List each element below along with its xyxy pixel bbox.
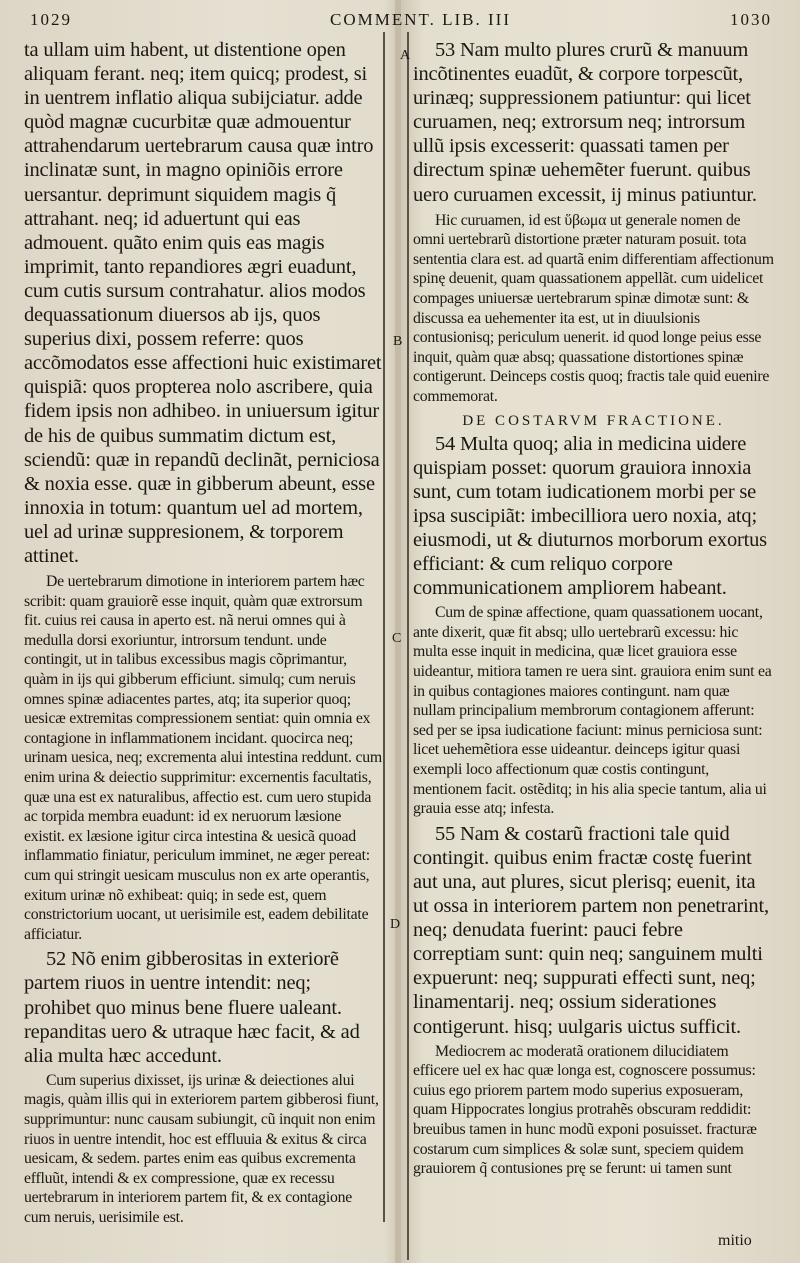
left-paragraph-2: De uertebrarum dimotione in interiorem partem hæc scribit: quam grauiorẽ esse inquit, quàm quæ extrorsum fit. cuius rei causa in aperto est. nã nerui omnes qui à medulla dorsi exoriuntur, introrsum tendunt. unde contingit, ut in talibus excessibus magis cõprimantur, quàm in ijs qui gibberum efficiunt. simulq; cum neruis omnes spinæ adiacentes partes, atq; ita superior quoq; uesicæ extremitas compressionem sentiat: quin omnia ex contagione in inflammationem incidant. quocirca neq; urinam uesica, neq; excrementa alui intestina reddunt. cum enim urina & deiectio supprimitur: excernentis facultatis, quæ una est ex naturalibus, affectio est. cum uero stupida ac torpida membra euadunt: id ex neruorum læsione existit. ex læsione igitur circa intestina & uesicã quoad inflammatio finiatur, periculum imminet, ne æger pereat: cum qui stringit uesicam musculus non ex arte operantis, exitum urinæ nõ exhibeat: quiq; in sede est, quem constrictorium uocant, ut uerisimile est, eadem debilitate afficiatur. <box>24 573 382 943</box>
left-column <box>24 38 382 1250</box>
catchword: mitio <box>718 1232 752 1249</box>
margin-letter-a: A <box>400 48 411 63</box>
margin-letter-b: B <box>393 334 403 349</box>
right-paragraph-3: 54 Multa quoq; alia in medicina uidere quispiam posset: quorum grauiora innoxia sunt, cum totam iudicationem morbi per se ipsa suscipiãt: imbecilliora uero noxia, atq; eiusmodi, ut & diuturnos morborum exortus efficiant: & cum reliquo corpore communicationem ampliorem habeant. <box>413 432 767 600</box>
section-heading: DE COSTARVM FRACTIONE. <box>462 412 725 429</box>
left-page-number: 1029 <box>30 10 72 29</box>
left-paragraph-1: ta ullam uim habent, ut distentione open aliquam ferant. neq; item quicq; prodest, si in uentrem inflatio aliqua subijciatur. adde quòd magnæ cucurbitæ quæ admouentur attrahendarum uertebrarum causa quæ intro inclinatæ sunt, in magno opiniõis errore uersantur. deprimunt siquidem magis q̃ attrahant. neq; id aduertunt qui eas admouent. quãto enim quis eas magis imprimit, tanto repandiores ægri euadunt, cum cutis sursum contrahatur. alios modos dequassationum diuersos ab ijs, quos superius dixi, possem referre: quos accõmodatos esse affectioni huic existimaret quispiã: quos propterea nolo ascribere, quia fidem ipsis non adhibeo. in uniuersum igitur de his de quibus summatim dictum est, sciendũ: quæ in repandũ declinãt, perniciosa & noxia esse. quæ in gibberum abeunt, esse innoxia in totum: quantum uel ad mortem, uel ad urinæ suppresionem, & torporem attinet. <box>24 39 382 567</box>
right-paragraph-1: 53 Nam multo plures crurũ & manuum incõtinentes euadũt, & corpore torpescũt, urinæq; suppressionem patiuntur: qui licet curuamen, neq; extrorsum neq; introrsum ullũ ipsis excesserit: quassati tamen per directum spinæ uehemẽter fuerunt. quibus uero curuamen excessit, ij minus patiuntur. <box>413 39 757 206</box>
column-rule-left <box>383 32 385 1222</box>
right-column <box>413 38 774 1243</box>
margin-letter-c: C <box>392 631 402 646</box>
right-page-number: 1030 <box>730 10 772 29</box>
left-paragraph-3: 52 Nõ enim gibberositas in exteriorẽ partem riuos in uentre intendit: neq; prohibet quo minus bene fluere ualeant. repanditas uero & utraque hæc facit, & ad alia multa hæc accedunt. <box>24 948 360 1067</box>
right-paragraph-2: Hic curuamen, id est ὕβωμα ut generale nomen de omni uertebrarũ distortione præter naturam posuit. tota sententia clara est. ad quartã enim differentiam affectionum spinę deuenit, quam quassationem appellãt. cum uidelicet compages uniuersæ uertebrarum spinæ dimotæ sunt: & discussa ea uehementer ita est, ut in diuulsionis contusionisq; periculum uenerit. id quod longe peius esse inquit, quàm quæ absq; quassatione distortiones spinæ contigerunt. Deinceps costis quoq; fractis tale quid euenire commemorat. <box>413 211 774 405</box>
right-paragraph-5: 55 Nam & costarũ fractioni tale quid contingit. quibus enim fractæ costę fuerint aut una, aut plures, sicut plerisq; euenit, ita ut ossa in interiorem partem non penetrarint, neq; denudata fuerint: pauci febre correptiam sunt: quin neq; sanguinem multi expuerunt: neq; suppurati effecti sunt, neq; linamentarij. neq; ossium siderationes contigerunt. hisq; uulgaris uictus sufficit. <box>413 822 769 1038</box>
running-title: COMMENT. LIB. III <box>330 10 511 29</box>
right-paragraph-6: Mediocrem ac moderatã orationem dilucidiatem efficere uel ex hac quæ longa est, cognoscere possumus: cuius ego priorem partem modo superius exposueram, quam Hippocrates longius protrahẽs obscuram reddidit: breuibus tamen in hunc modũ exponi posuisset. fracturæ costarum cum simplices & solæ sunt, speciem quidem grauiorem q̃ contusiones prę se ferunt: ui tamen sunt <box>413 1042 757 1178</box>
right-paragraph-4: Cum de spinæ affectione, quam quassationem uocant, ante dixerit, quæ fit absq; ullo uertebrarũ excessu: hic multa esse inquit in medicina, quæ licet grauiora esse uideantur, mitiora tamen re uera sint. grauiora enim sunt ea in quibus contagiones maiores contingunt. nam quæ nullam principalium membrorum contagionem afferunt: sed per se ipsa iudicatione faciunt: minus perniciosa sunt: licet uehemẽtiora esse uideantur. deinceps igitur quasi exempli loco affectionum quæ costis contingunt, mentionem facit. ostẽditq; in his alia specie tantum, alia ui grauia esse atq; infesta. <box>413 604 772 818</box>
margin-letter-d: D <box>390 917 401 932</box>
left-paragraph-4: Cum superius dixisset, ijs urinæ & deiectiones alui magis, quàm illis qui in exteriorem partem gibberosi fiunt, supprimuntur: nunc causam subiungit, cũ inquit non enim riuos in uentre intendit, hoc est effluuia & exitus & circa uesicam, & sedem. partes enim eas quibus excrementa effluũt, intendi & ex compressione, quæ ex recessu uertebrarum in interiorem partem fit, & ex contagione cum neruis, uerisimile est. <box>24 1071 379 1226</box>
column-rule-right <box>407 32 409 1260</box>
